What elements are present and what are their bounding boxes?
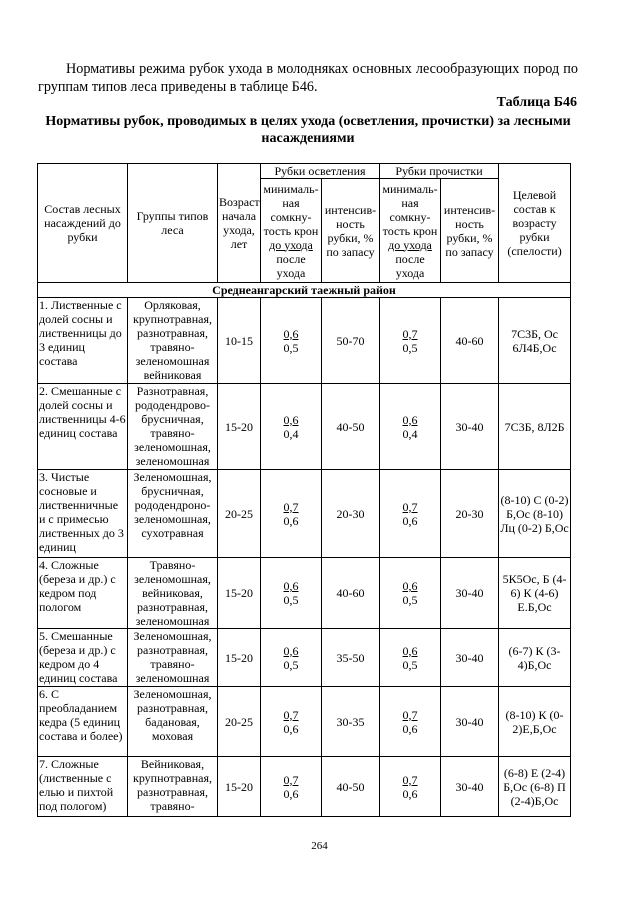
header-row-1 — [38, 164, 571, 179]
density-before: 0,6 — [402, 412, 418, 427]
cell-groups: Зеленомошная, разнотравная, бадановая, моховая — [128, 687, 218, 757]
density-after: 0,4 — [283, 426, 299, 441]
cell-composition: 4. Сложные (береза и др.) с кедром под пологом — [38, 558, 128, 629]
cell-target: (6-8) Е (2-4) Б,Ос (6-8) П (2-4)Б,Ос — [499, 757, 571, 817]
density-before: 0,6 — [402, 579, 418, 593]
norms-table — [37, 163, 571, 817]
density-before: 0,7 — [402, 707, 418, 722]
cell-cleaning-density — [380, 757, 441, 817]
header-cleaning-intensity — [441, 179, 499, 283]
intensity-unit: по запасу — [445, 244, 494, 259]
density-before-label: до ухода — [388, 237, 432, 252]
cell-target: 7С3Б, 8Л2Б — [499, 384, 571, 470]
cell-age: 15-20 — [218, 384, 261, 470]
density-after: 0,6 — [402, 721, 418, 736]
cell-cleaning-density — [380, 298, 441, 384]
cell-cleaning-intensity: 30-40 — [441, 384, 499, 470]
density-after-label: после ухода — [276, 251, 306, 280]
density-before: 0,7 — [402, 499, 418, 514]
density-before-label: до ухода — [269, 237, 313, 252]
cell-groups: Травяно-зеленомошная, вейниковая, разнотравная, зеленомошная — [128, 558, 218, 629]
table-row — [38, 470, 571, 558]
cell-cleaning-density — [380, 558, 441, 629]
cell-clearing-intensity: 35-50 — [322, 629, 380, 687]
table-row — [38, 629, 571, 687]
density-label: минималь-ная сомкну-тость крон — [263, 181, 319, 238]
cell-clearing-intensity: 20-30 — [322, 470, 380, 558]
header-clearing-density — [261, 179, 322, 283]
table-row — [38, 687, 571, 757]
cell-cleaning-intensity: 30-40 — [441, 558, 499, 629]
intro-text: Нормативы режима рубок ухода в молодняках основных лесообразующих пород по группам типов леса приведены в таблице Б46. — [38, 61, 578, 95]
table-row — [38, 384, 571, 470]
density-after: 0,5 — [283, 340, 299, 355]
cell-clearing-density — [261, 384, 322, 470]
header-cleaning-density — [380, 179, 441, 283]
density-after: 0,6 — [283, 513, 299, 528]
region-name: Среднеангарский таежный район — [38, 283, 571, 298]
cell-target: 5К5Ос, Б (4-6) К (4-6) Е.Б,Ос — [499, 558, 571, 629]
cell-groups: Зеленомошная, разнотравная, травяно-зеленомошная — [128, 629, 218, 687]
cell-composition: 7. Сложные (лиственные с елью и пихтой под пологом) — [38, 757, 128, 817]
cell-clearing-density — [261, 558, 322, 629]
header-forest-groups: Группы типов леса — [128, 164, 218, 283]
cell-age: 20-25 — [218, 687, 261, 757]
cell-target: (8-10) С (0-2) Б,Ос (8-10) Лц (0-2) Б,Ос — [499, 470, 571, 558]
density-before: 0,6 — [283, 643, 299, 658]
density-after: 0,6 — [402, 786, 418, 801]
density-before: 0,7 — [283, 499, 299, 514]
cell-groups: Зеленомошная, брусничная, рододендроно-зеленомошная, сухотравная — [128, 470, 218, 558]
cell-age: 15-20 — [218, 757, 261, 817]
density-after: 0,4 — [402, 426, 418, 441]
cell-cleaning-intensity: 30-40 — [441, 629, 499, 687]
cell-clearing-density — [261, 470, 322, 558]
cell-age: 20-25 — [218, 470, 261, 558]
density-after: 0,6 — [283, 786, 299, 801]
density-before: 0,6 — [402, 643, 418, 658]
cell-groups: Вейниковая, крупнотравная, разнотравная, травяно- — [128, 757, 218, 817]
cell-cleaning-intensity: 30-40 — [441, 687, 499, 757]
density-before: 0,7 — [402, 326, 418, 341]
header-clearing-intensity — [322, 179, 380, 283]
table-label: Таблица Б46 — [496, 95, 577, 110]
cell-composition: 3. Чистые сосновые и лиственничные и с примесью лиственных до 3 единиц — [38, 470, 128, 558]
cell-target: (8-10) К (0-2)Е,Б,Ос — [499, 687, 571, 757]
density-after-label: после ухода — [395, 251, 425, 280]
cell-target: 7С3Б, Ос 6Л4Б,Ос — [499, 298, 571, 384]
density-after: 0,5 — [402, 340, 418, 355]
header-cleaning: Рубки прочистки — [380, 164, 499, 179]
density-after: 0,5 — [283, 593, 299, 607]
header-clearing: Рубки осветления — [261, 164, 380, 179]
cell-age: 10-15 — [218, 298, 261, 384]
cell-clearing-intensity: 30-35 — [322, 687, 380, 757]
header-composition: Состав лесных насаждений до рубки — [38, 164, 128, 283]
cell-composition: 1. Лиственные с долей сосны и лиственницы до 3 единиц состава — [38, 298, 128, 384]
cell-clearing-intensity: 40-50 — [322, 757, 380, 817]
density-after: 0,5 — [283, 657, 299, 672]
intro-paragraph — [38, 60, 578, 96]
cell-clearing-intensity: 50-70 — [322, 298, 380, 384]
cell-cleaning-intensity: 30-40 — [441, 757, 499, 817]
cell-cleaning-intensity: 40-60 — [441, 298, 499, 384]
intensity-label: интенсив-ность рубки, % — [324, 202, 377, 245]
cell-composition: 2. Смешанные с долей сосны и лиственницы 4-6 единиц состава — [38, 384, 128, 470]
cell-cleaning-density — [380, 470, 441, 558]
table-row — [38, 298, 571, 384]
header-start-age: Возраст начала ухода, лет — [218, 164, 261, 283]
cell-composition: 5. Смешанные (береза и др.) с кедром до 4 единиц состава — [38, 629, 128, 687]
cell-cleaning-intensity: 20-30 — [441, 470, 499, 558]
density-before: 0,6 — [283, 326, 299, 341]
header-target: Целевой состав к возрасту рубки (спелости) — [499, 164, 571, 283]
page-number: 264 — [311, 840, 328, 852]
cell-cleaning-density — [380, 629, 441, 687]
density-before: 0,6 — [283, 579, 299, 593]
cell-cleaning-density — [380, 384, 441, 470]
table-row — [38, 558, 571, 629]
density-after: 0,6 — [283, 721, 299, 736]
table-row — [38, 757, 571, 817]
density-label: минималь-ная сомкну-тость крон — [382, 181, 438, 238]
density-after: 0,5 — [402, 657, 418, 672]
intensity-unit: по запасу — [326, 244, 375, 259]
density-before: 0,7 — [283, 772, 299, 787]
cell-composition: 6. С преобладанием кедра (5 единиц состава и более) — [38, 687, 128, 757]
cell-clearing-intensity: 40-60 — [322, 558, 380, 629]
cell-age: 15-20 — [218, 629, 261, 687]
cell-groups: Орляковая, крупнотравная, разнотравная, травяно-зеленомошная вейниковая — [128, 298, 218, 384]
region-row — [38, 283, 571, 298]
density-before: 0,7 — [402, 772, 418, 787]
cell-age: 15-20 — [218, 558, 261, 629]
cell-clearing-density — [261, 629, 322, 687]
cell-target: (6-7) К (3-4)Б,Ос — [499, 629, 571, 687]
density-before: 0,6 — [283, 412, 299, 427]
cell-clearing-density — [261, 687, 322, 757]
table-title: Нормативы рубок, проводимых в целях ухода (осветления, прочистки) за лесными насаждениями — [45, 114, 571, 146]
cell-clearing-density — [261, 298, 322, 384]
density-before: 0,7 — [283, 707, 299, 722]
cell-groups: Разнотравная, рододендрово-брусничная, травяно-зеленомошная, зеленомошная — [128, 384, 218, 470]
cell-clearing-density — [261, 757, 322, 817]
cell-cleaning-density — [380, 687, 441, 757]
intensity-label: интенсив-ность рубки, % — [443, 202, 496, 245]
density-after: 0,6 — [402, 513, 418, 528]
density-after: 0,5 — [402, 593, 418, 607]
cell-clearing-intensity: 40-50 — [322, 384, 380, 470]
